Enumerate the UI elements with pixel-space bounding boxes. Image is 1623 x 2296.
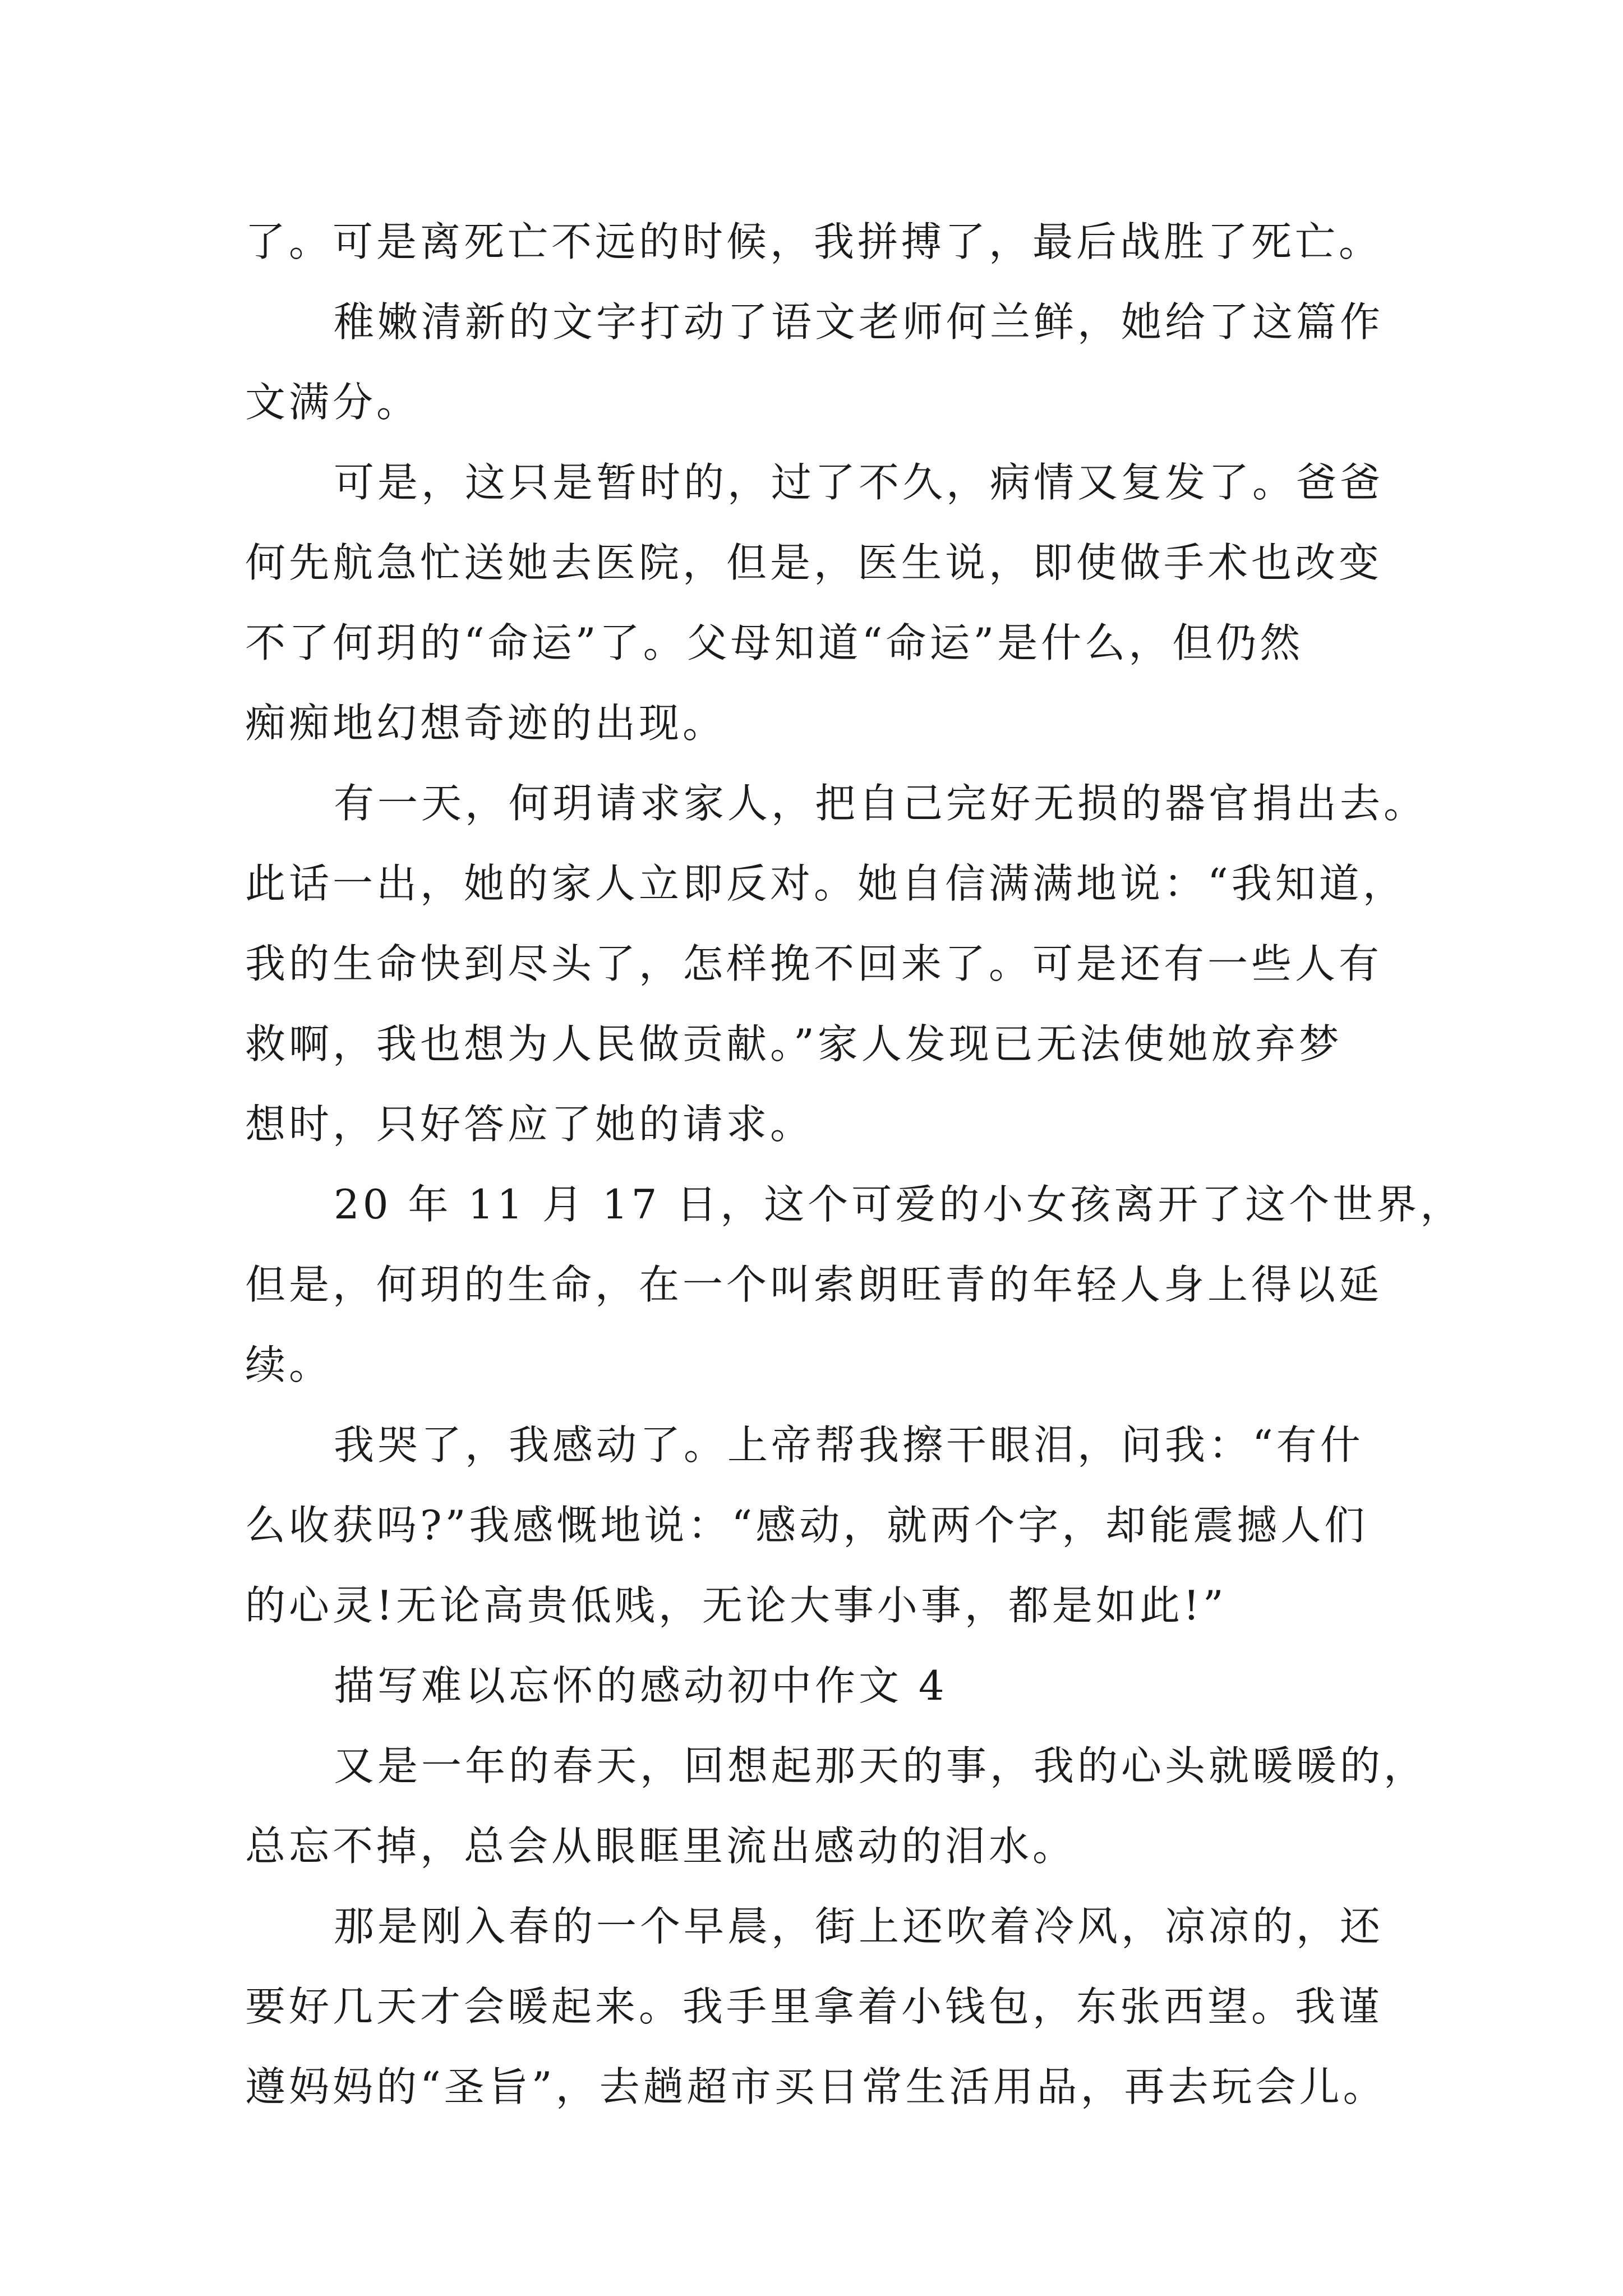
paragraph-6-line-1: 我哭了，我感动了。上帝帮我擦干眼泪，问我：“有什: [334, 1421, 1364, 1469]
document-body: [245, 202, 1464, 2127]
paragraph-6-line-3: 的心灵!无论高贵低贱，无论大事小事，都是如此!”: [245, 1582, 1227, 1629]
paragraph-5-line-1: 20 年 11 月 17 日，这个可爱的小女孩离开了这个世界，: [334, 1181, 1464, 1228]
paragraph-9-line-3: 遵妈妈的“圣旨”，去趟超市买日常生活用品，再去玩会儿。: [245, 2063, 1387, 2110]
paragraph-5-line-3: 续。: [245, 1341, 333, 1388]
paragraph-3-line-2: 何先航急忙送她去医院，但是，医生说，即使做手术也改变: [245, 539, 1383, 586]
paragraph-9-line-2: 要好几天才会暖起来。我手里拿着小钱包，东张西望。我谨: [245, 1983, 1383, 2030]
paragraph-4-line-5: 想时，只好答应了她的请求。: [245, 1101, 814, 1148]
paragraph-3-line-3: 不了何玥的“命运”了。父母知道“命运”是什么，但仍然: [245, 619, 1304, 666]
paragraph-3-line-4: 痴痴地幻想奇迹的出现。: [245, 700, 727, 747]
paragraph-6-line-2: 么收获吗?”我感慨地说：“感动，就两个字，却能震撼人们: [245, 1502, 1368, 1549]
paragraph-2-line-1: 稚嫩清新的文字打动了语文老师何兰鲜，她给了这篇作: [334, 298, 1384, 346]
paragraph-8-line-2: 总忘不掉，总会从眼眶里流出感动的泪水。: [245, 1823, 1077, 1870]
paragraph-1-line-1: 了。可是离死亡不远的时候，我拼搏了，最后战胜了死亡。: [245, 218, 1383, 265]
paragraph-5-line-2: 但是，何玥的生命，在一个叫索朗旺青的年轻人身上得以延: [245, 1261, 1383, 1308]
paragraph-4-line-1: 有一天，何玥请求家人，把自己完好无损的器官捐出去。: [334, 780, 1428, 827]
paragraph-3-line-1: 可是，这只是暂时的，过了不久，病情又复发了。爸爸: [334, 459, 1384, 506]
paragraph-2-line-2: 文满分。: [245, 379, 421, 426]
paragraph-4-line-4: 救啊，我也想为人民做贡献。”家人发现已无法使她放弃梦: [245, 1020, 1343, 1068]
paragraph-9-line-1: 那是刚入春的一个早晨，街上还吹着冷风，凉凉的，还: [334, 1903, 1384, 1950]
paragraph-4-line-3: 我的生命快到尽头了，怎样挽不回来了。可是还有一些人有: [245, 940, 1383, 987]
paragraph-4-line-2: 此话一出，她的家人立即反对。她自信满满地说：“我知道，: [245, 860, 1407, 907]
paragraph-8-line-1: 又是一年的春天，回想起那天的事，我的心头就暖暖的，: [334, 1742, 1428, 1789]
section-heading: 描写难以忘怀的感动初中作文 4: [334, 1662, 948, 1709]
